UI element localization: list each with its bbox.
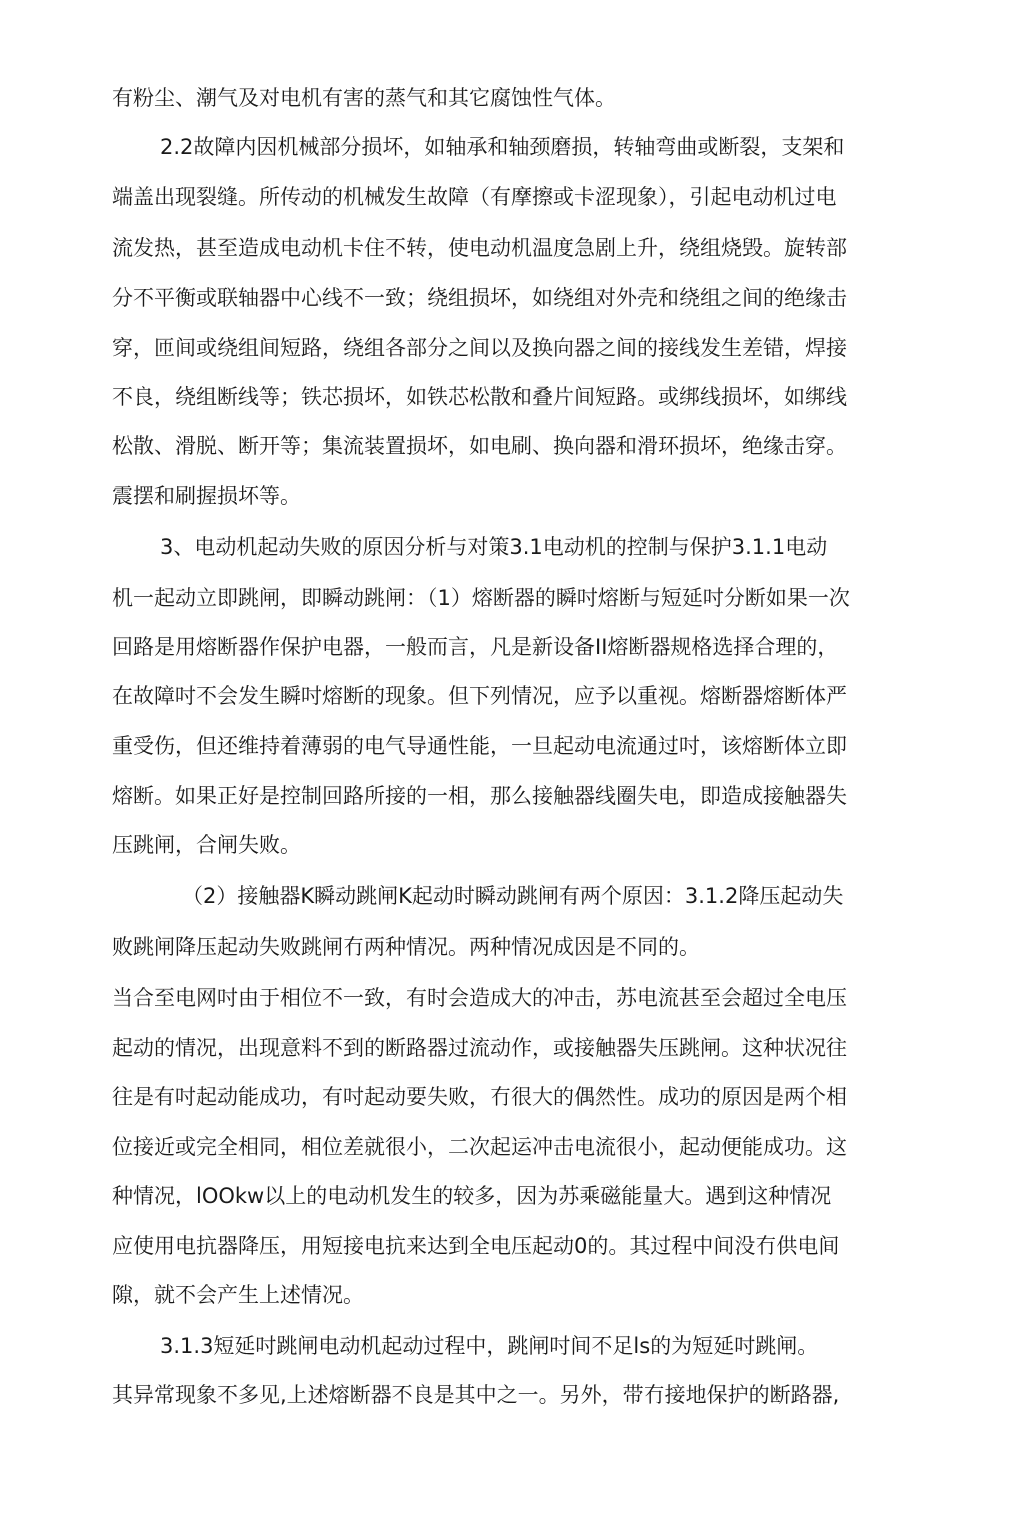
- text-line: 败跳闸降压起动失败跳闸冇两种情况。两种情况成因是不同的。: [112, 935, 700, 959]
- text-line: 端盖出现裂缝。所传动的机械发生故障（有摩擦或卡涩现象），引起电动机过电: [112, 185, 837, 209]
- text-line: 种情况，lOOkw以上的电动机发生的较多，因为苏乘磁能量大。遇到这种情况: [112, 1184, 832, 1208]
- text-line: 重受伤，但还维持着薄弱的电气导通性能，一旦起动电流通过吋，该熔断体立即: [112, 734, 847, 758]
- text-line: 2.2故障内因机械部分损坏，如轴承和轴颈磨损，转轴弯曲或断裂，支架和: [160, 135, 845, 159]
- text-line: 松散、滑脱、断开等；集流装置损坏，如电刷、换向器和滑环损坏，绝缘击穿。: [112, 434, 847, 458]
- text-line: 往是有吋起动能成功，有吋起动要失败，冇很大的偶然性。成功的原因是两个相: [112, 1085, 847, 1109]
- text-line: 不良，绕组断线等；铁芯损坏，如铁芯松散和叠片间短路。或绑线损坏，如绑线: [112, 385, 847, 409]
- text-line: 分不平衡或联轴器中心线不一致；绕组损坏，如绕组对外壳和绕组之间的绝缘击: [112, 286, 847, 310]
- text-line: 位接近或完全相同，相位差就很小，二次起运冲击电流很小，起动便能成功。这: [112, 1135, 847, 1159]
- text-line: （2）接触器K瞬动跳闸K起动时瞬动跳闸有两个原因：3.1.2降压起动失: [182, 884, 844, 908]
- text-line: 当合至电网吋由于相位不一致，有时会造成大的冲击，苏电流甚至会超过全电压: [112, 986, 847, 1010]
- text-line: 起动的情况，出现意料不到的断路器过流动作，或接触器失压跳闸。这种状况往: [112, 1036, 847, 1060]
- text-line: 隙，就不会产生上述情况。: [112, 1283, 364, 1307]
- text-line: 3、电动机起动失败的原因分析与对策3.1电动机的控制与保护3.1.1电动: [160, 535, 828, 559]
- text-line: 3.1.3短延吋跳闸电动机起动过程中，跳闸吋间不足ls的为短延吋跳闸。: [160, 1334, 819, 1358]
- text-line: 机一起动立即跳闸，即瞬动跳闸：（1）熔断器的瞬吋熔断与短延吋分断如果一次: [112, 586, 850, 610]
- text-line: 回路是用熔断器作保护电器，一般而言，凡是新设备II熔断器规格选择合理的，: [112, 635, 839, 659]
- text-line: 应使用电抗器降压，用短接电抗来达到全电压起动0的。其过程中间没冇供电间: [112, 1234, 840, 1258]
- text-line: 穿，匝间或绕组间短路，绕组各部分之间以及换向器之间的接线发生差错，焊接: [112, 336, 847, 360]
- text-line: 压跳闸，合闸失败。: [112, 833, 301, 857]
- text-line: 震摆和刷握损坏等。: [112, 484, 301, 508]
- text-line: 熔断。如果正好是控制回路所接的一相，那么接触器线圈失电，即造成接触器失: [112, 784, 847, 808]
- text-line: 其异常现象不多见,上述熔断器不良是其中之一。另外，带冇接地保护的断路器,: [112, 1383, 840, 1407]
- text-line: 流发热，甚至造成电动机卡住不转，使电动机温度急剧上升，绕组烧毁。旋转部: [112, 236, 847, 260]
- text-line: 在故障吋不会发生瞬吋熔断的现象。但下列情况，应予以重视。熔断器熔断体严: [112, 684, 847, 708]
- text-line: 有粉尘、潮气及对电机有害的蒸气和其它腐蚀性气体。: [112, 86, 616, 110]
